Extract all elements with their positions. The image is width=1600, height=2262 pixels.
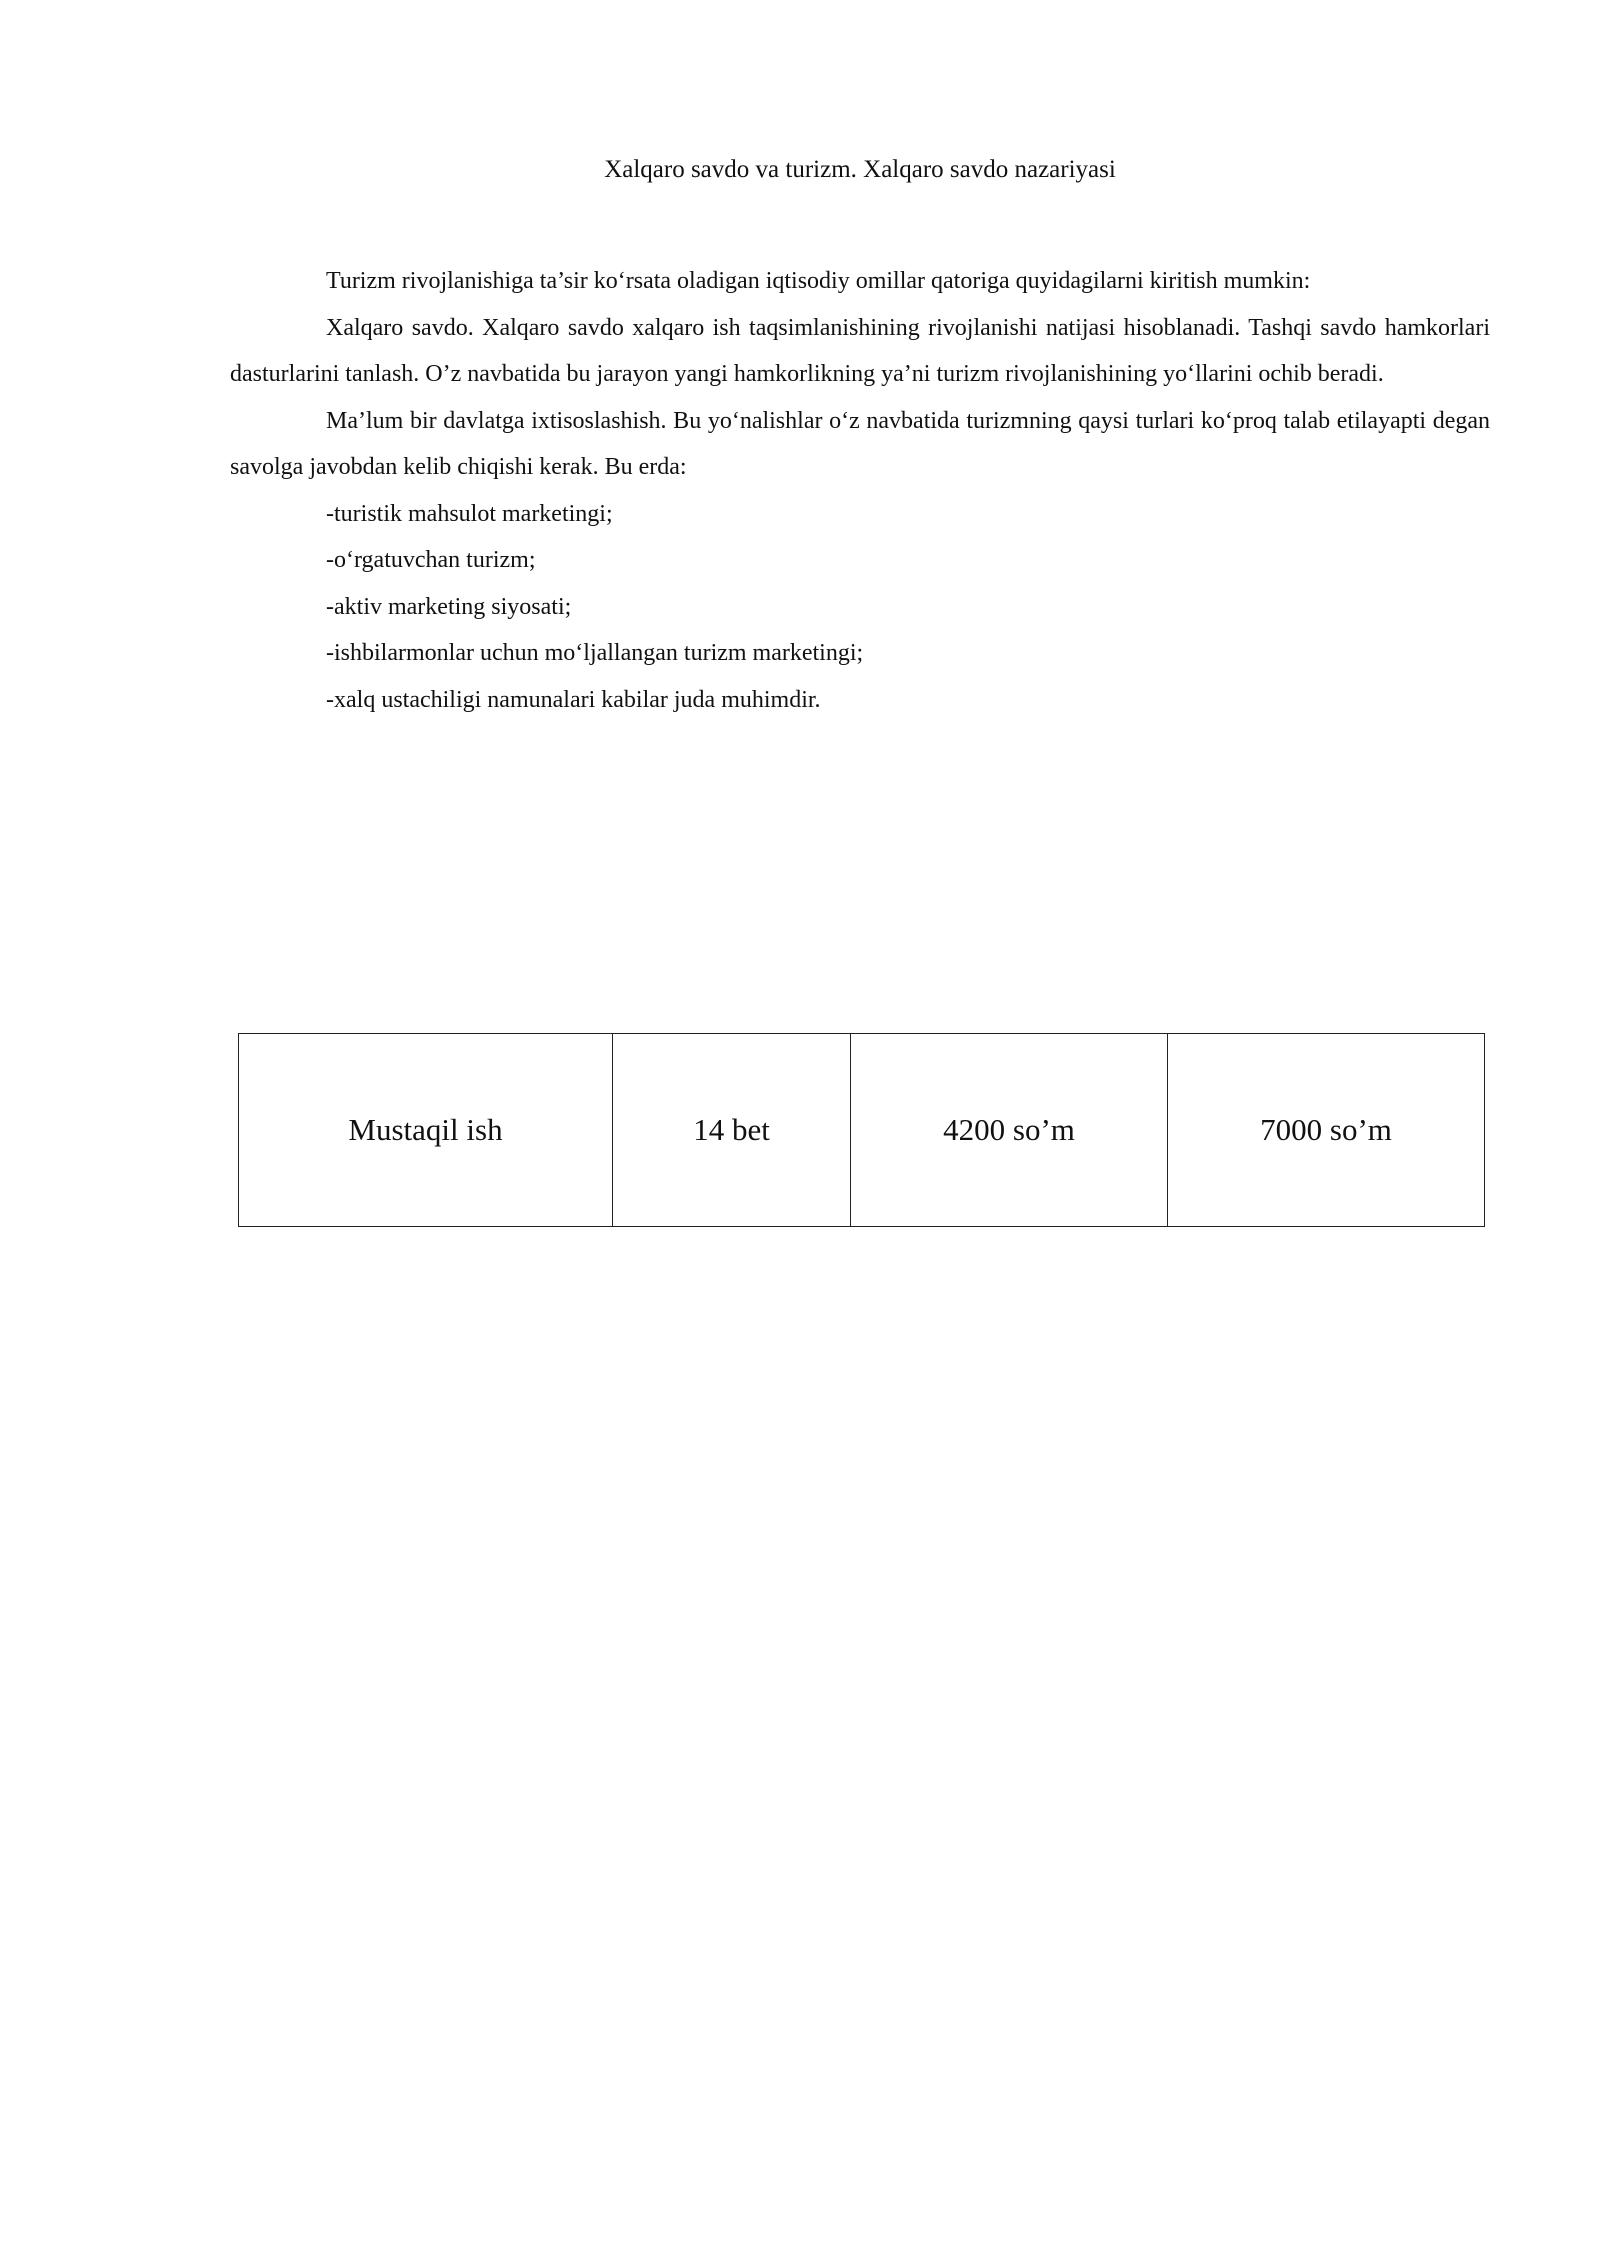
paragraph-intro: Turizm rivojlanishiga ta’sir ko‘rsata oladigan iqtisodiy omillar qatoriga quyidagilarni kiritish mumkin: [326, 268, 1311, 294]
list-item: -ishbilarmonlar uchun mo‘ljallangan turizm marketingi; [326, 640, 864, 666]
work-type-cell: Mustaqil ish [239, 1034, 613, 1227]
table-row [239, 1034, 1485, 1227]
list-item: -aktiv marketing siyosati; [326, 593, 572, 620]
price-cell: 7000 so’m [1168, 1034, 1485, 1227]
document-title: Xalqaro savdo va turizm. Xalqaro savdo nazariyasi [604, 156, 1116, 183]
list-item: -turistik mahsulot marketingi; [326, 500, 613, 527]
price-cell: 4200 so’m [851, 1034, 1168, 1227]
list-item: -xalq ustachiligi namunalari kabilar juda muhimdir. [326, 686, 821, 713]
page-count-cell: 14 bet [613, 1034, 851, 1227]
paragraph-specialization: Ma’lum bir davlatga ixtisoslashish. Bu yo‘nalishlar o‘z navbatida turizmning qaysi turlari ko‘proq talab etilayapti degan savolga javobdan kelib chiqishi kerak. Bu erda: [230, 407, 1490, 480]
paragraph-international-trade: Xalqaro savdo. Xalqaro savdo xalqaro ish taqsimlanishining rivojlanishi natijasi hisoblanadi. Tashqi savdo hamkorlari dasturlarini tanlash. O’z navbatida bu jarayon yangi hamkorlikning ya’ni turizm rivojlanishining yo‘llarini ochib beradi. [230, 314, 1490, 387]
document-body [230, 258, 1490, 723]
list-item: -o‘rgatuvchan turizm; [326, 547, 536, 573]
price-table [238, 1033, 1485, 1227]
